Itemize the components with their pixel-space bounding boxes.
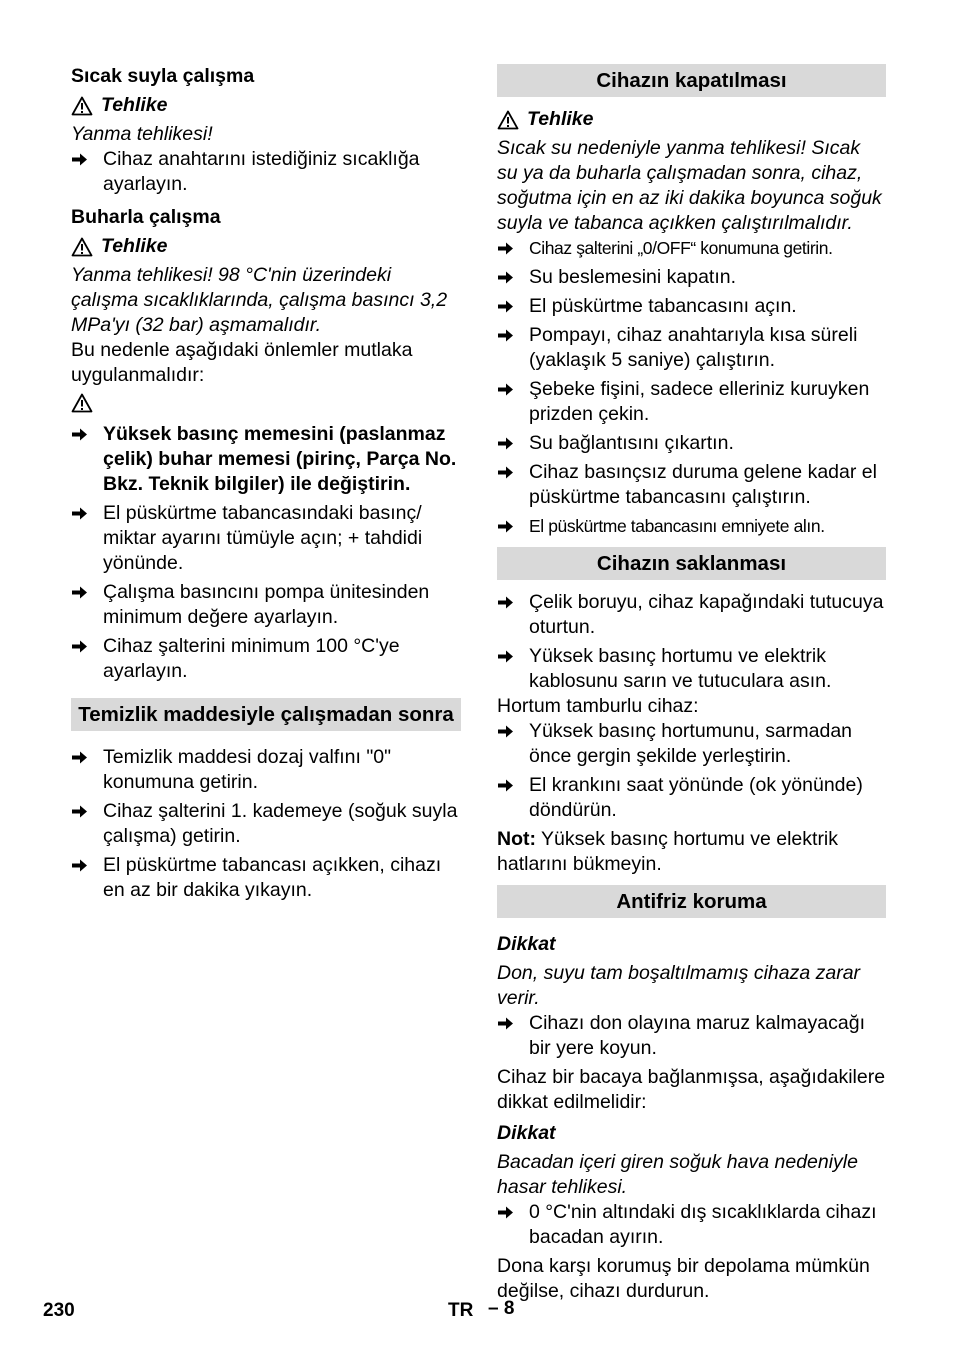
warning-triangle-standalone xyxy=(71,388,461,418)
arrow-right-icon xyxy=(71,506,88,521)
warning-label: Tehlike xyxy=(101,94,168,116)
section-heading-antifreeze: Antifriz koruma xyxy=(497,885,886,918)
warning-label: Tehlike xyxy=(527,108,594,130)
storage-note xyxy=(497,827,886,877)
hot-water-heading: Sıcak suyla çalışma xyxy=(71,65,255,87)
steam-heading: Buharla çalışma xyxy=(71,206,221,228)
warning-triangle-icon xyxy=(71,237,93,257)
list-item xyxy=(71,147,461,197)
section-heading-shutdown: Cihazın kapatılması xyxy=(497,64,886,97)
arrow-right-icon xyxy=(497,649,514,664)
arrow-right-icon xyxy=(71,750,88,765)
arrow-right-icon xyxy=(497,724,514,739)
shutdown-warning-text: Sıcak su nedeniyle yanma tehlikesi! Sıcak su ya da buharla çalışmadan sonra, cihaz, soğutma için en az iki dakika boyunca soğuk suyla ve tabanca açıkken çalıştırılmalıdır. xyxy=(497,137,882,234)
arrow-right-icon xyxy=(497,328,514,343)
list-item xyxy=(497,644,886,694)
caution-text: Bacadan içeri giren soğuk hava nedeniyle hasar tehlikesi. xyxy=(497,1151,858,1198)
arrow-right-icon xyxy=(497,299,514,314)
list-item-text: El püskürtme tabancasını emniyete alın. xyxy=(529,516,825,536)
list-item-text: Su beslemesini kapatın. xyxy=(529,266,737,288)
list-item xyxy=(497,236,886,261)
warning-triangle-icon xyxy=(71,393,93,413)
list-item xyxy=(497,377,886,427)
warning-triangle-icon xyxy=(71,96,93,116)
arrow-right-icon xyxy=(71,639,88,654)
list-item-text: Pompayı, cihaz anahtarıyla kısa süreli (yaklaşık 5 saniye) çalıştırın. xyxy=(529,324,858,371)
list-item xyxy=(497,719,886,769)
list-item-text: El püskürtme tabancasını açın. xyxy=(529,295,797,317)
steam-warning-text: Yanma tehlikesi! 98 °C'nin üzerindeki çalışma sıcaklıklarında, çalışma basıncı 3,2 MPa'yı (32 bar) aşmamalıdır. xyxy=(71,264,448,336)
list-item xyxy=(497,773,886,823)
list-item-text: Cihaz şalterini minimum 100 °C'ye ayarlayın. xyxy=(103,635,400,682)
caution-label: Dikkat xyxy=(497,933,556,955)
list-item-text: Cihaz anahtarını istediğiniz sıcaklığa ayarlayın. xyxy=(103,148,420,195)
steam-note: Bu nedenle aşağıdaki önlemler mutlaka uygulanmalıdır: xyxy=(71,339,413,386)
list-item xyxy=(497,323,886,373)
hot-water-warning xyxy=(71,93,461,118)
list-item-text: El püskürtme tabancasındaki basınç/ miktar ayarını tümüyle açın; + tahdidi yönünde. xyxy=(103,502,423,574)
steam-warning xyxy=(71,234,461,259)
list-item-text: Su bağlantısını çıkartın. xyxy=(529,432,734,454)
language-code: TR xyxy=(448,1300,474,1321)
arrow-right-icon xyxy=(497,270,514,285)
arrow-right-icon xyxy=(71,427,88,442)
note-text: Yüksek basınç hortumu ve elektrik hatlarını bükmeyin. xyxy=(497,828,839,875)
list-item-text: Cihaz şalterini 1. kademeye (soğuk suyla çalışma) getirin. xyxy=(103,800,458,847)
list-item-text: 0 °C'nin altındaki dış sıcaklıklarda cihazı bacadan ayırın. xyxy=(529,1201,877,1248)
arrow-right-icon xyxy=(71,152,88,167)
arrow-right-icon xyxy=(497,1205,514,1220)
list-item xyxy=(497,590,886,640)
chimney-note: Cihaz bir bacaya bağlanmışsa, aşağıdakilere dikkat edilmelidir: xyxy=(497,1066,886,1113)
arrow-right-icon xyxy=(497,465,514,480)
arrow-right-icon xyxy=(497,778,514,793)
list-item xyxy=(497,431,886,456)
antifreeze-final-note: Dona karşı korumuş bir depolama mümkün değilse, cihazı durdurun. xyxy=(497,1255,870,1302)
section-heading-after-detergent: Temizlik maddesiyle çalışmadan sonra xyxy=(71,698,461,731)
arrow-right-icon xyxy=(497,436,514,451)
arrow-right-icon xyxy=(71,585,88,600)
list-item-text: Yüksek basınç hortumu ve elektrik kablosunu sarın ve tutuculara asın. xyxy=(529,645,832,692)
list-item xyxy=(71,580,461,630)
list-item-text: Şebeke fişini, sadece elleriniz kuruyken prizden çekin. xyxy=(529,378,870,425)
list-item-text: Çalışma basıncını pompa ünitesinden minimum değere ayarlayın. xyxy=(103,581,430,628)
list-item-text: Cihazı don olayına maruz kalmayacağı bir yere koyun. xyxy=(529,1012,866,1059)
list-item-text: El krankını saat yönünde (ok yönünde) döndürün. xyxy=(529,774,863,821)
hose-drum-label: Hortum tamburlu cihaz: xyxy=(497,695,699,717)
list-item xyxy=(497,1200,886,1250)
arrow-right-icon xyxy=(497,519,514,534)
list-item xyxy=(71,422,461,497)
list-item xyxy=(497,265,886,290)
list-item-text: Temizlik maddesi dozaj valfını "0" konumuna getirin. xyxy=(103,746,392,793)
section-page-number: – 8 xyxy=(488,1298,515,1319)
list-item xyxy=(497,514,886,539)
list-item-text: Yüksek basınç hortumunu, sarmadan önce gergin şekilde yerleştirin. xyxy=(529,720,853,767)
arrow-right-icon xyxy=(71,858,88,873)
hot-water-warning-text: Yanma tehlikesi! xyxy=(71,123,213,145)
list-item xyxy=(71,634,461,684)
list-item-text: Çelik boruyu, cihaz kapağındaki tutucuya oturtun. xyxy=(529,591,884,638)
warning-label: Tehlike xyxy=(101,235,168,257)
caution-text: Don, suyu tam boşaltılmamış cihaza zarar verir. xyxy=(497,962,861,1009)
shutdown-warning xyxy=(497,107,886,132)
arrow-right-icon xyxy=(71,804,88,819)
list-item xyxy=(497,1011,886,1061)
arrow-right-icon xyxy=(497,241,514,256)
page-number: 230 xyxy=(43,1300,75,1321)
list-item xyxy=(71,799,461,849)
list-item xyxy=(497,460,886,510)
list-item xyxy=(71,501,461,576)
arrow-right-icon xyxy=(497,595,514,610)
arrow-right-icon xyxy=(497,382,514,397)
arrow-right-icon xyxy=(497,1016,514,1031)
caution-label: Dikkat xyxy=(497,1122,556,1144)
section-heading-storage: Cihazın saklanması xyxy=(497,547,886,580)
warning-triangle-icon xyxy=(497,110,519,130)
list-item xyxy=(71,853,461,903)
note-label: Not: xyxy=(497,828,536,850)
list-item-text: El püskürtme tabancası açıkken, cihazı en az bir dakika yıkayın. xyxy=(103,854,442,901)
list-item-text: Yüksek basınç memesini (paslanmaz çelik) buhar memesi (pirinç, Parça No. Bkz. Teknik bilgiler) ile değiştirin. xyxy=(103,423,457,495)
list-item-text: Cihaz basınçsız duruma gelene kadar el püskürtme tabancasını çalıştırın. xyxy=(529,461,877,508)
list-item xyxy=(71,745,461,795)
list-item-text: Cihaz şalterini „0/OFF“ konumuna getirin. xyxy=(529,238,833,258)
left-column xyxy=(71,64,461,903)
right-column xyxy=(497,64,886,1304)
list-item xyxy=(497,294,886,319)
